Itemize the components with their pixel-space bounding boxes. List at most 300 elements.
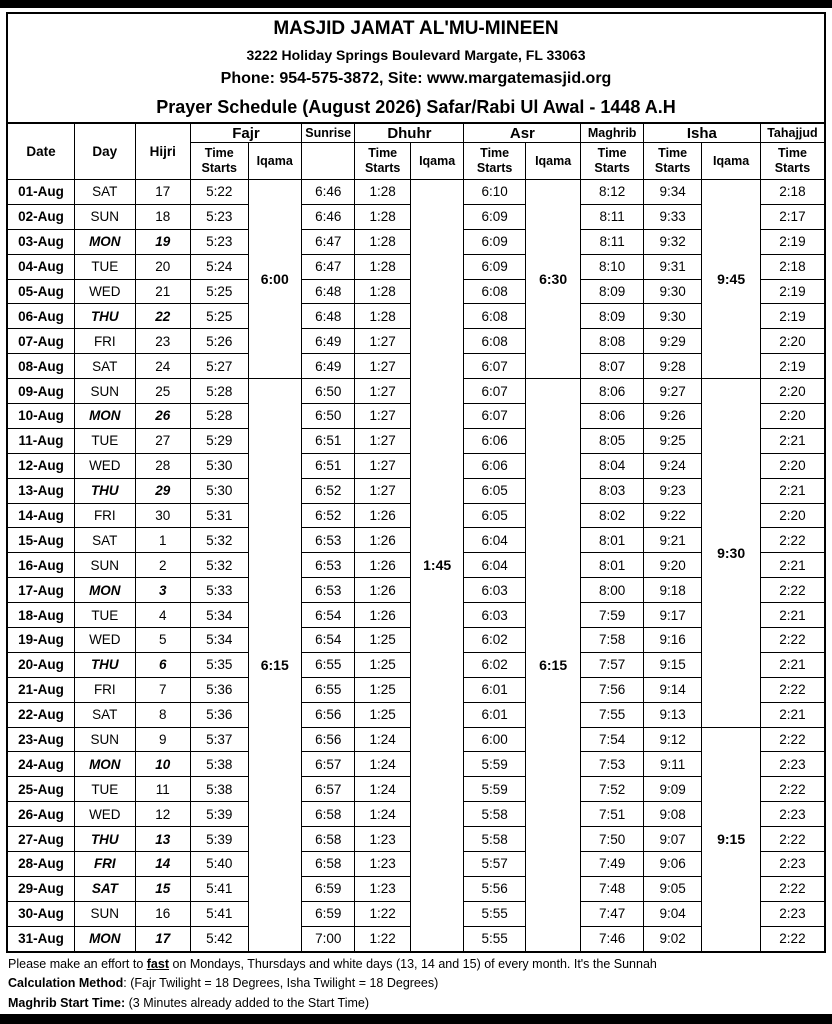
date-cell: 20-Aug	[7, 652, 75, 677]
tahajjud-start-cell: 2:20	[760, 404, 825, 429]
date-cell: 17-Aug	[7, 578, 75, 603]
day-cell: TUE	[75, 777, 136, 802]
dhuhr-iqama: Iqama	[410, 143, 463, 180]
fajr-start-cell: 5:28	[191, 404, 248, 429]
maghrib-start-cell: 8:08	[581, 329, 644, 354]
isha-start-cell: 9:17	[643, 603, 701, 628]
fajr-start-cell: 5:36	[191, 702, 248, 727]
isha-start-cell: 9:12	[643, 727, 701, 752]
asr-start-cell: 6:06	[464, 428, 526, 453]
masjid-address: 3222 Holiday Springs Boulevard Margate, FL 33063	[246, 47, 586, 63]
hijri-cell: 19	[135, 229, 190, 254]
date-cell: 04-Aug	[7, 254, 75, 279]
dhuhr-start-cell: 1:22	[355, 901, 410, 926]
isha-start-cell: 9:32	[643, 229, 701, 254]
maghrib-start-cell: 8:07	[581, 354, 644, 379]
hijri-cell: 3	[135, 578, 190, 603]
hijri-cell: 25	[135, 379, 190, 404]
fajr-start-cell: 5:38	[191, 777, 248, 802]
tahajjud-start-cell: 2:21	[760, 428, 825, 453]
asr-start-cell: 6:01	[464, 702, 526, 727]
tahajjud-start-cell: 2:21	[760, 553, 825, 578]
sunrise-cell: 6:50	[301, 404, 354, 429]
date-cell: 19-Aug	[7, 628, 75, 653]
maghrib-start-cell: 8:05	[581, 428, 644, 453]
date-cell: 13-Aug	[7, 478, 75, 503]
date-cell: 14-Aug	[7, 503, 75, 528]
hijri-cell: 9	[135, 727, 190, 752]
hijri-cell: 14	[135, 852, 190, 877]
date-cell: 29-Aug	[7, 876, 75, 901]
table-header	[7, 123, 825, 180]
day-cell: WED	[75, 628, 136, 653]
bottom-border-bar	[0, 1014, 832, 1024]
day-cell: THU	[75, 478, 136, 503]
date-cell: 16-Aug	[7, 553, 75, 578]
fajr-start-cell: 5:40	[191, 852, 248, 877]
dhuhr-start-cell: 1:24	[355, 802, 410, 827]
isha-start-cell: 9:34	[643, 180, 701, 205]
maghrib-start-cell: 7:52	[581, 777, 644, 802]
dhuhr-start-cell: 1:27	[355, 404, 410, 429]
maghrib-start-cell: 8:00	[581, 578, 644, 603]
col-tahajjud: Tahajjud	[760, 123, 825, 143]
tahajjud-start-cell: 2:23	[760, 802, 825, 827]
sunrise-cell: 6:52	[301, 478, 354, 503]
asr-start-cell: 6:05	[464, 503, 526, 528]
maghrib-start-cell: 7:46	[581, 926, 644, 951]
fajr-start-cell: 5:35	[191, 652, 248, 677]
date-cell: 08-Aug	[7, 354, 75, 379]
fajr-start-cell: 5:32	[191, 528, 248, 553]
fajr-start-cell: 5:38	[191, 752, 248, 777]
day-cell: SAT	[75, 528, 136, 553]
hijri-cell: 17	[135, 926, 190, 951]
tahajjud-start-cell: 2:20	[760, 379, 825, 404]
sunrise-spacer	[301, 143, 354, 180]
sunrise-cell: 6:47	[301, 254, 354, 279]
dhuhr-start-cell: 1:26	[355, 528, 410, 553]
asr-start-cell: 5:58	[464, 827, 526, 852]
col-hijri: Hijri	[135, 123, 190, 180]
maghrib-start-cell: 8:09	[581, 279, 644, 304]
maghrib-start-cell: 7:47	[581, 901, 644, 926]
schedule-header	[6, 12, 826, 122]
asr-start-cell: 6:03	[464, 578, 526, 603]
maghrib-start-cell: 7:55	[581, 702, 644, 727]
fajr-start-cell: 5:31	[191, 503, 248, 528]
sunrise-cell: 6:57	[301, 752, 354, 777]
hijri-cell: 28	[135, 453, 190, 478]
masjid-name: MASJID JAMAT AL'MU-MINEEN	[273, 18, 559, 39]
sunrise-cell: 6:50	[301, 379, 354, 404]
isha-start-cell: 9:31	[643, 254, 701, 279]
asr-start-cell: 6:07	[464, 354, 526, 379]
dhuhr-start-cell: 1:28	[355, 204, 410, 229]
day-cell: WED	[75, 279, 136, 304]
fajr-iqama-value: 6:15	[248, 379, 301, 952]
isha-start-cell: 9:22	[643, 503, 701, 528]
maghrib-start-cell: 8:02	[581, 503, 644, 528]
day-cell: SAT	[75, 354, 136, 379]
footnotes	[6, 955, 826, 1014]
maghrib-time-starts: Time Starts	[581, 143, 644, 180]
fajr-start-cell: 5:33	[191, 578, 248, 603]
maghrib-start-cell: 8:11	[581, 229, 644, 254]
col-maghrib: Maghrib	[581, 123, 644, 143]
hijri-cell: 27	[135, 428, 190, 453]
isha-start-cell: 9:18	[643, 578, 701, 603]
hijri-cell: 13	[135, 827, 190, 852]
day-cell: SUN	[75, 727, 136, 752]
tahajjud-start-cell: 2:20	[760, 453, 825, 478]
isha-start-cell: 9:30	[643, 279, 701, 304]
calculation-note	[8, 974, 826, 994]
asr-iqama: Iqama	[525, 143, 580, 180]
date-cell: 10-Aug	[7, 404, 75, 429]
sunrise-cell: 6:53	[301, 528, 354, 553]
isha-start-cell: 9:13	[643, 702, 701, 727]
date-cell: 24-Aug	[7, 752, 75, 777]
maghrib-start-cell: 7:48	[581, 876, 644, 901]
fajr-time-starts: Time Starts	[191, 143, 248, 180]
asr-start-cell: 5:55	[464, 901, 526, 926]
sunrise-cell: 6:56	[301, 727, 354, 752]
prayer-times-table	[6, 122, 826, 953]
tahajjud-start-cell: 2:21	[760, 478, 825, 503]
hijri-cell: 10	[135, 752, 190, 777]
asr-start-cell: 6:10	[464, 180, 526, 205]
date-cell: 09-Aug	[7, 379, 75, 404]
dhuhr-start-cell: 1:28	[355, 279, 410, 304]
sunrise-cell: 6:46	[301, 180, 354, 205]
date-cell: 11-Aug	[7, 428, 75, 453]
fajr-start-cell: 5:27	[191, 354, 248, 379]
sunrise-cell: 6:55	[301, 652, 354, 677]
fajr-start-cell: 5:24	[191, 254, 248, 279]
date-cell: 31-Aug	[7, 926, 75, 951]
tahajjud-start-cell: 2:21	[760, 603, 825, 628]
fasting-note-post: on Mondays, Thursdays and white days (13, 14 and 15) of every month. It's the Sunnah	[168, 956, 657, 971]
day-cell: FRI	[75, 852, 136, 877]
isha-start-cell: 9:30	[643, 304, 701, 329]
tahajjud-start-cell: 2:22	[760, 827, 825, 852]
day-cell: TUE	[75, 428, 136, 453]
asr-start-cell: 6:03	[464, 603, 526, 628]
asr-time-starts: Time Starts	[464, 143, 526, 180]
hijri-cell: 20	[135, 254, 190, 279]
tahajjud-start-cell: 2:20	[760, 329, 825, 354]
fasting-note	[8, 955, 826, 975]
asr-start-cell: 6:05	[464, 478, 526, 503]
asr-start-cell: 5:57	[464, 852, 526, 877]
sunrise-cell: 7:00	[301, 926, 354, 951]
date-cell: 18-Aug	[7, 603, 75, 628]
dhuhr-start-cell: 1:27	[355, 379, 410, 404]
asr-start-cell: 6:07	[464, 379, 526, 404]
day-cell: MON	[75, 752, 136, 777]
date-cell: 06-Aug	[7, 304, 75, 329]
hijri-cell: 29	[135, 478, 190, 503]
col-asr: Asr	[464, 123, 581, 143]
isha-start-cell: 9:26	[643, 404, 701, 429]
col-sunrise: Sunrise	[301, 123, 354, 143]
tahajjud-start-cell: 2:19	[760, 229, 825, 254]
date-cell: 12-Aug	[7, 453, 75, 478]
date-cell: 22-Aug	[7, 702, 75, 727]
day-cell: MON	[75, 578, 136, 603]
maghrib-start-cell: 7:50	[581, 827, 644, 852]
tahajjud-start-cell: 2:22	[760, 628, 825, 653]
dhuhr-start-cell: 1:27	[355, 354, 410, 379]
hijri-cell: 24	[135, 354, 190, 379]
dhuhr-start-cell: 1:28	[355, 180, 410, 205]
col-day: Day	[75, 123, 136, 180]
dhuhr-start-cell: 1:26	[355, 503, 410, 528]
hijri-cell: 30	[135, 503, 190, 528]
hijri-cell: 17	[135, 180, 190, 205]
isha-start-cell: 9:24	[643, 453, 701, 478]
tahajjud-start-cell: 2:21	[760, 702, 825, 727]
isha-iqama: Iqama	[702, 143, 761, 180]
dhuhr-start-cell: 1:24	[355, 727, 410, 752]
sunrise-cell: 6:55	[301, 677, 354, 702]
tahajjud-start-cell: 2:23	[760, 852, 825, 877]
fajr-start-cell: 5:37	[191, 727, 248, 752]
maghrib-start-cell: 7:56	[581, 677, 644, 702]
day-cell: SUN	[75, 553, 136, 578]
isha-start-cell: 9:05	[643, 876, 701, 901]
maghrib-start-cell: 7:57	[581, 652, 644, 677]
maghrib-text: (3 Minutes already added to the Start Time)	[125, 995, 370, 1010]
hijri-cell: 11	[135, 777, 190, 802]
maghrib-start-cell: 8:11	[581, 204, 644, 229]
isha-start-cell: 9:02	[643, 926, 701, 951]
asr-start-cell: 6:09	[464, 229, 526, 254]
asr-start-cell: 5:59	[464, 777, 526, 802]
asr-iqama-value: 6:15	[525, 379, 580, 952]
dhuhr-start-cell: 1:25	[355, 652, 410, 677]
tahajjud-start-cell: 2:22	[760, 777, 825, 802]
asr-start-cell: 6:08	[464, 304, 526, 329]
dhuhr-start-cell: 1:24	[355, 752, 410, 777]
asr-start-cell: 5:55	[464, 926, 526, 951]
dhuhr-start-cell: 1:23	[355, 852, 410, 877]
day-cell: FRI	[75, 503, 136, 528]
asr-start-cell: 6:08	[464, 329, 526, 354]
date-cell: 03-Aug	[7, 229, 75, 254]
col-fajr: Fajr	[191, 123, 302, 143]
day-cell: FRI	[75, 329, 136, 354]
dhuhr-start-cell: 1:27	[355, 428, 410, 453]
hijri-cell: 7	[135, 677, 190, 702]
isha-time-starts: Time Starts	[643, 143, 701, 180]
hijri-cell: 23	[135, 329, 190, 354]
maghrib-start-cell: 8:06	[581, 379, 644, 404]
asr-start-cell: 6:07	[464, 404, 526, 429]
day-cell: TUE	[75, 254, 136, 279]
dhuhr-start-cell: 1:23	[355, 876, 410, 901]
hijri-cell: 4	[135, 603, 190, 628]
sunrise-cell: 6:56	[301, 702, 354, 727]
isha-start-cell: 9:15	[643, 652, 701, 677]
day-cell: SUN	[75, 204, 136, 229]
tahajjud-start-cell: 2:18	[760, 254, 825, 279]
tahajjud-start-cell: 2:18	[760, 180, 825, 205]
dhuhr-start-cell: 1:26	[355, 578, 410, 603]
maghrib-start-cell: 8:09	[581, 304, 644, 329]
maghrib-start-cell: 8:12	[581, 180, 644, 205]
isha-start-cell: 9:33	[643, 204, 701, 229]
fasting-note-pre: Please make an effort to	[8, 956, 147, 971]
fajr-start-cell: 5:34	[191, 603, 248, 628]
hijri-cell: 16	[135, 901, 190, 926]
day-cell: WED	[75, 453, 136, 478]
fajr-start-cell: 5:25	[191, 279, 248, 304]
col-date: Date	[7, 123, 75, 180]
hijri-cell: 26	[135, 404, 190, 429]
day-cell: SUN	[75, 901, 136, 926]
isha-start-cell: 9:09	[643, 777, 701, 802]
schedule-title: Prayer Schedule (August 2026) Safar/Rabi Ul Awal - 1448 A.H	[156, 97, 676, 117]
dhuhr-start-cell: 1:27	[355, 329, 410, 354]
dhuhr-start-cell: 1:27	[355, 478, 410, 503]
isha-start-cell: 9:07	[643, 827, 701, 852]
isha-start-cell: 9:14	[643, 677, 701, 702]
calculation-text: : (Fajr Twilight = 18 Degrees, Isha Twilight = 18 Degrees)	[123, 976, 439, 991]
tahajjud-start-cell: 2:22	[760, 876, 825, 901]
hijri-cell: 21	[135, 279, 190, 304]
sunrise-cell: 6:48	[301, 304, 354, 329]
fajr-start-cell: 5:22	[191, 180, 248, 205]
dhuhr-start-cell: 1:28	[355, 254, 410, 279]
sunrise-cell: 6:53	[301, 578, 354, 603]
isha-start-cell: 9:21	[643, 528, 701, 553]
asr-start-cell: 6:06	[464, 453, 526, 478]
dhuhr-start-cell: 1:25	[355, 702, 410, 727]
col-isha: Isha	[643, 123, 760, 143]
sunrise-cell: 6:58	[301, 852, 354, 877]
fajr-start-cell: 5:25	[191, 304, 248, 329]
isha-start-cell: 9:06	[643, 852, 701, 877]
prayer-schedule-sheet	[6, 12, 826, 1013]
asr-start-cell: 6:01	[464, 677, 526, 702]
day-cell: SAT	[75, 702, 136, 727]
asr-start-cell: 5:58	[464, 802, 526, 827]
sunrise-cell: 6:49	[301, 354, 354, 379]
fajr-start-cell: 5:32	[191, 553, 248, 578]
sunrise-cell: 6:58	[301, 827, 354, 852]
hijri-cell: 15	[135, 876, 190, 901]
dhuhr-start-cell: 1:28	[355, 229, 410, 254]
day-cell: MON	[75, 229, 136, 254]
asr-start-cell: 6:04	[464, 528, 526, 553]
dhuhr-time-starts: Time Starts	[355, 143, 410, 180]
asr-start-cell: 6:08	[464, 279, 526, 304]
sunrise-cell: 6:54	[301, 628, 354, 653]
day-cell: FRI	[75, 677, 136, 702]
asr-start-cell: 6:09	[464, 204, 526, 229]
maghrib-start-cell: 8:06	[581, 404, 644, 429]
tahajjud-time-starts: Time Starts	[760, 143, 825, 180]
isha-start-cell: 9:20	[643, 553, 701, 578]
fajr-iqama-value: 6:00	[248, 180, 301, 379]
date-cell: 05-Aug	[7, 279, 75, 304]
sunrise-cell: 6:53	[301, 553, 354, 578]
maghrib-start-cell: 7:53	[581, 752, 644, 777]
isha-iqama-value: 9:30	[702, 379, 761, 727]
isha-start-cell: 9:11	[643, 752, 701, 777]
hijri-cell: 12	[135, 802, 190, 827]
tahajjud-start-cell: 2:22	[760, 528, 825, 553]
sunrise-cell: 6:51	[301, 428, 354, 453]
hijri-cell: 18	[135, 204, 190, 229]
maghrib-start-cell: 8:01	[581, 553, 644, 578]
asr-start-cell: 6:00	[464, 727, 526, 752]
fajr-start-cell: 5:26	[191, 329, 248, 354]
calculation-label: Calculation Method	[8, 976, 124, 991]
isha-iqama-value: 9:45	[702, 180, 761, 379]
fajr-start-cell: 5:23	[191, 229, 248, 254]
day-cell: THU	[75, 652, 136, 677]
tahajjud-start-cell: 2:19	[760, 279, 825, 304]
tahajjud-start-cell: 2:22	[760, 926, 825, 951]
day-cell: WED	[75, 802, 136, 827]
fajr-start-cell: 5:39	[191, 802, 248, 827]
dhuhr-start-cell: 1:22	[355, 926, 410, 951]
fajr-start-cell: 5:36	[191, 677, 248, 702]
isha-start-cell: 9:23	[643, 478, 701, 503]
tahajjud-start-cell: 2:22	[760, 677, 825, 702]
day-cell: MON	[75, 926, 136, 951]
table-body	[7, 180, 825, 952]
fajr-iqama: Iqama	[248, 143, 301, 180]
fajr-start-cell: 5:34	[191, 628, 248, 653]
maghrib-note	[8, 994, 826, 1014]
date-cell: 27-Aug	[7, 827, 75, 852]
tahajjud-start-cell: 2:22	[760, 727, 825, 752]
day-cell: SUN	[75, 379, 136, 404]
dhuhr-start-cell: 1:28	[355, 304, 410, 329]
isha-start-cell: 9:28	[643, 354, 701, 379]
fajr-start-cell: 5:29	[191, 428, 248, 453]
day-cell: THU	[75, 304, 136, 329]
asr-start-cell: 5:56	[464, 876, 526, 901]
isha-start-cell: 9:27	[643, 379, 701, 404]
hijri-cell: 5	[135, 628, 190, 653]
day-cell: SAT	[75, 876, 136, 901]
day-cell: TUE	[75, 603, 136, 628]
col-dhuhr: Dhuhr	[355, 123, 464, 143]
sunrise-cell: 6:54	[301, 603, 354, 628]
sunrise-cell: 6:47	[301, 229, 354, 254]
tahajjud-start-cell: 2:21	[760, 652, 825, 677]
sunrise-cell: 6:49	[301, 329, 354, 354]
contact-line: Phone: 954-575-3872, Site: www.margatemasjid.org	[220, 70, 612, 87]
maghrib-start-cell: 7:49	[581, 852, 644, 877]
dhuhr-start-cell: 1:24	[355, 777, 410, 802]
dhuhr-start-cell: 1:26	[355, 603, 410, 628]
dhuhr-start-cell: 1:23	[355, 827, 410, 852]
date-cell: 21-Aug	[7, 677, 75, 702]
hijri-cell: 1	[135, 528, 190, 553]
sunrise-cell: 6:46	[301, 204, 354, 229]
table-row	[7, 180, 825, 205]
sunrise-cell: 6:52	[301, 503, 354, 528]
asr-start-cell: 5:59	[464, 752, 526, 777]
dhuhr-start-cell: 1:25	[355, 677, 410, 702]
isha-start-cell: 9:08	[643, 802, 701, 827]
